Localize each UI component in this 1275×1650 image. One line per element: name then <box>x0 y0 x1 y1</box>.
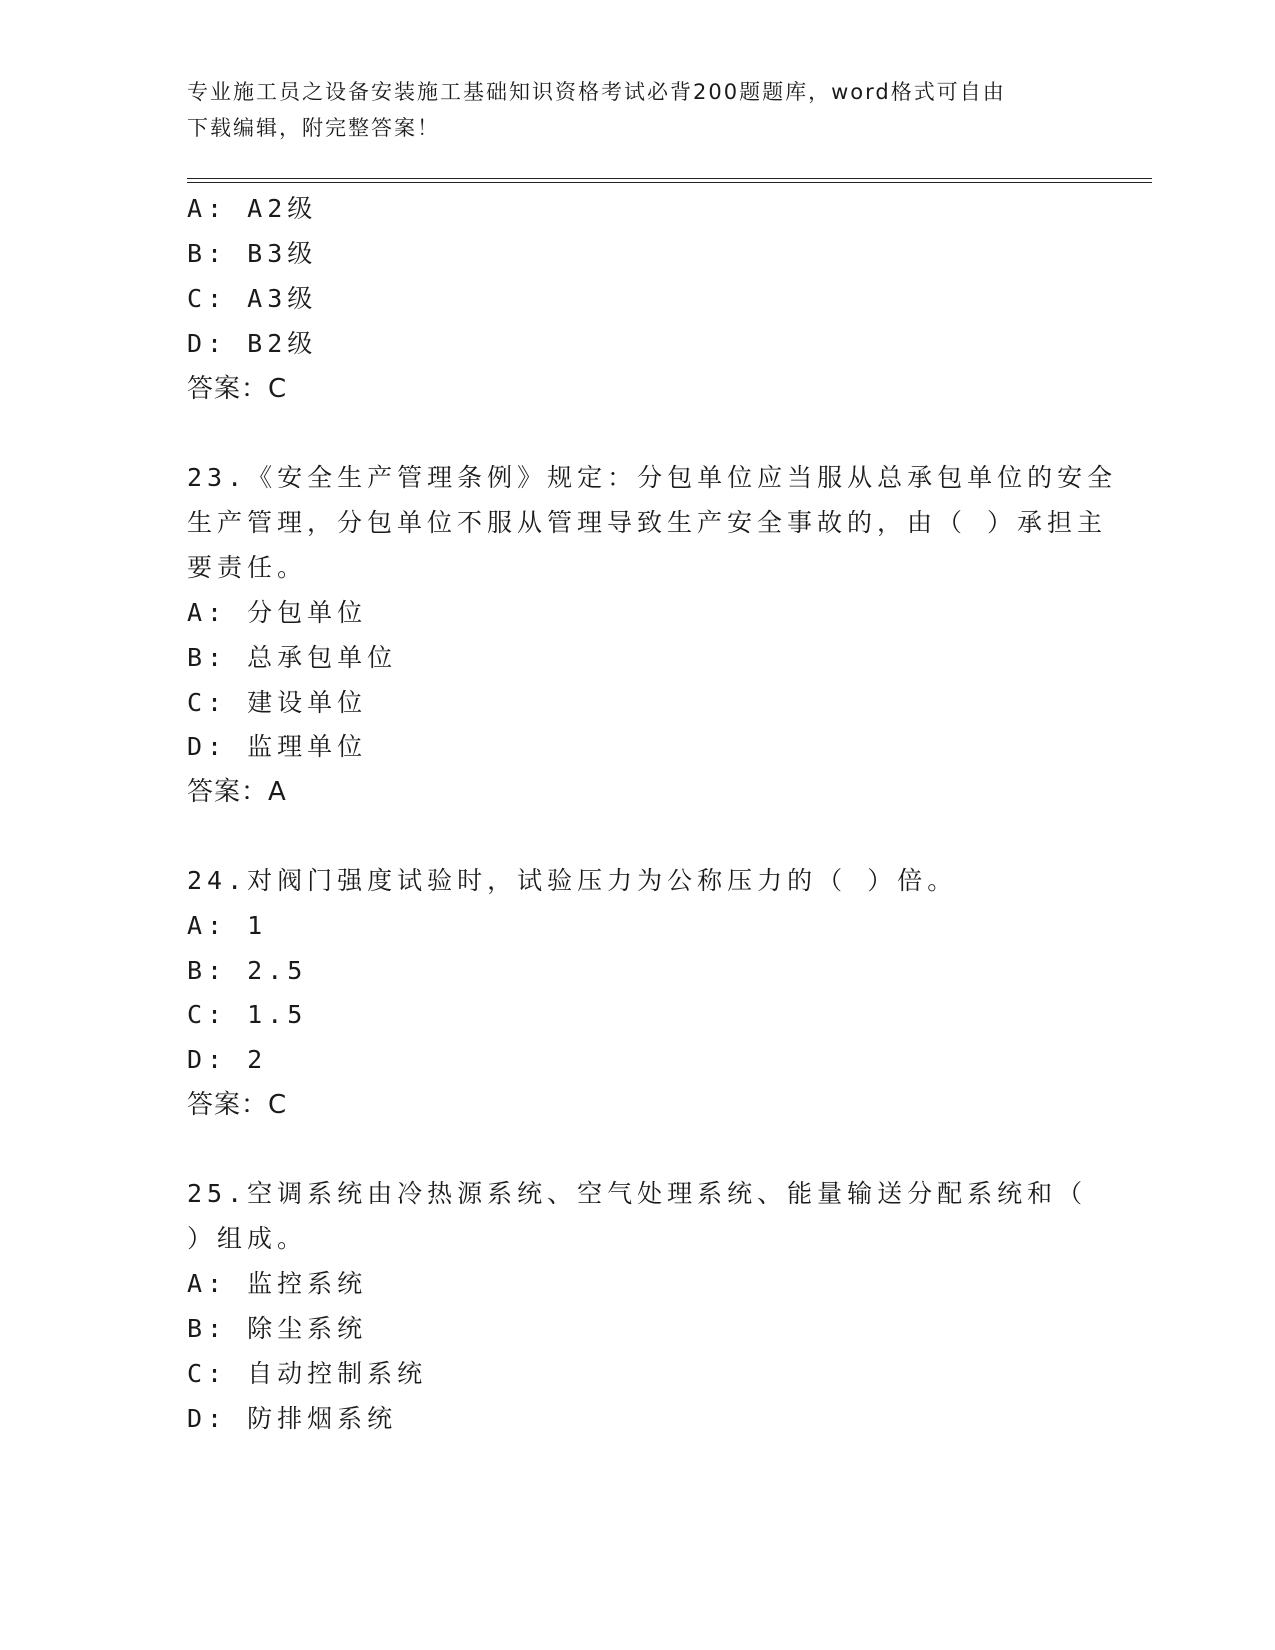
option-d: D: 防排烟系统 <box>187 1404 398 1433</box>
option-b: B: 除尘系统 <box>187 1314 368 1343</box>
option-b: B: 2.5 <box>187 956 308 985</box>
option-c: C: 自动控制系统 <box>187 1359 428 1388</box>
page-header <box>187 74 1087 146</box>
option-d: D: 2 <box>187 1045 268 1074</box>
question-text-line-2: ）组成。 <box>187 1224 308 1253</box>
header-line-1: 专业施工员之设备安装施工基础知识资格考试必背200题题库，word格式可自由 <box>187 80 1006 104</box>
answer-label: 答案：C <box>187 1090 288 1120</box>
option-d: D: B2级 <box>187 329 318 358</box>
option-b: B: B3级 <box>187 239 318 268</box>
question-text-line-3: 要责任。 <box>187 553 308 582</box>
option-c: C: 1.5 <box>187 1000 308 1029</box>
option-a: A: 分包单位 <box>187 598 368 627</box>
header-line-2: 下载编辑，附完整答案！ <box>187 116 440 140</box>
option-a: A: A2级 <box>187 194 318 223</box>
question-text-line-1: 25.空调系统由冷热源系统、空气处理系统、能量输送分配系统和（ <box>187 1179 1088 1208</box>
answer-label: 答案：A <box>187 777 287 807</box>
option-a: A: 监控系统 <box>187 1269 368 1298</box>
header-divider-bottom <box>187 182 1152 183</box>
question-text-line-1: 24.对阀门强度试验时，试验压力为公称压力的（ ）倍。 <box>187 866 958 895</box>
header-divider-top <box>187 178 1152 179</box>
option-b: B: 总承包单位 <box>187 643 398 672</box>
option-c: C: 建设单位 <box>187 688 368 717</box>
question-text-line-1: 23.《安全生产管理条例》规定：分包单位应当服从总承包单位的安全 <box>187 463 1118 492</box>
option-a: A: 1 <box>187 911 268 940</box>
option-c: C: A3级 <box>187 284 318 313</box>
answer-label: 答案：C <box>187 374 288 404</box>
question-text-line-2: 生产管理，分包单位不服从管理导致生产安全事故的，由（ ）承担主 <box>187 508 1108 537</box>
option-d: D: 监理单位 <box>187 732 368 761</box>
